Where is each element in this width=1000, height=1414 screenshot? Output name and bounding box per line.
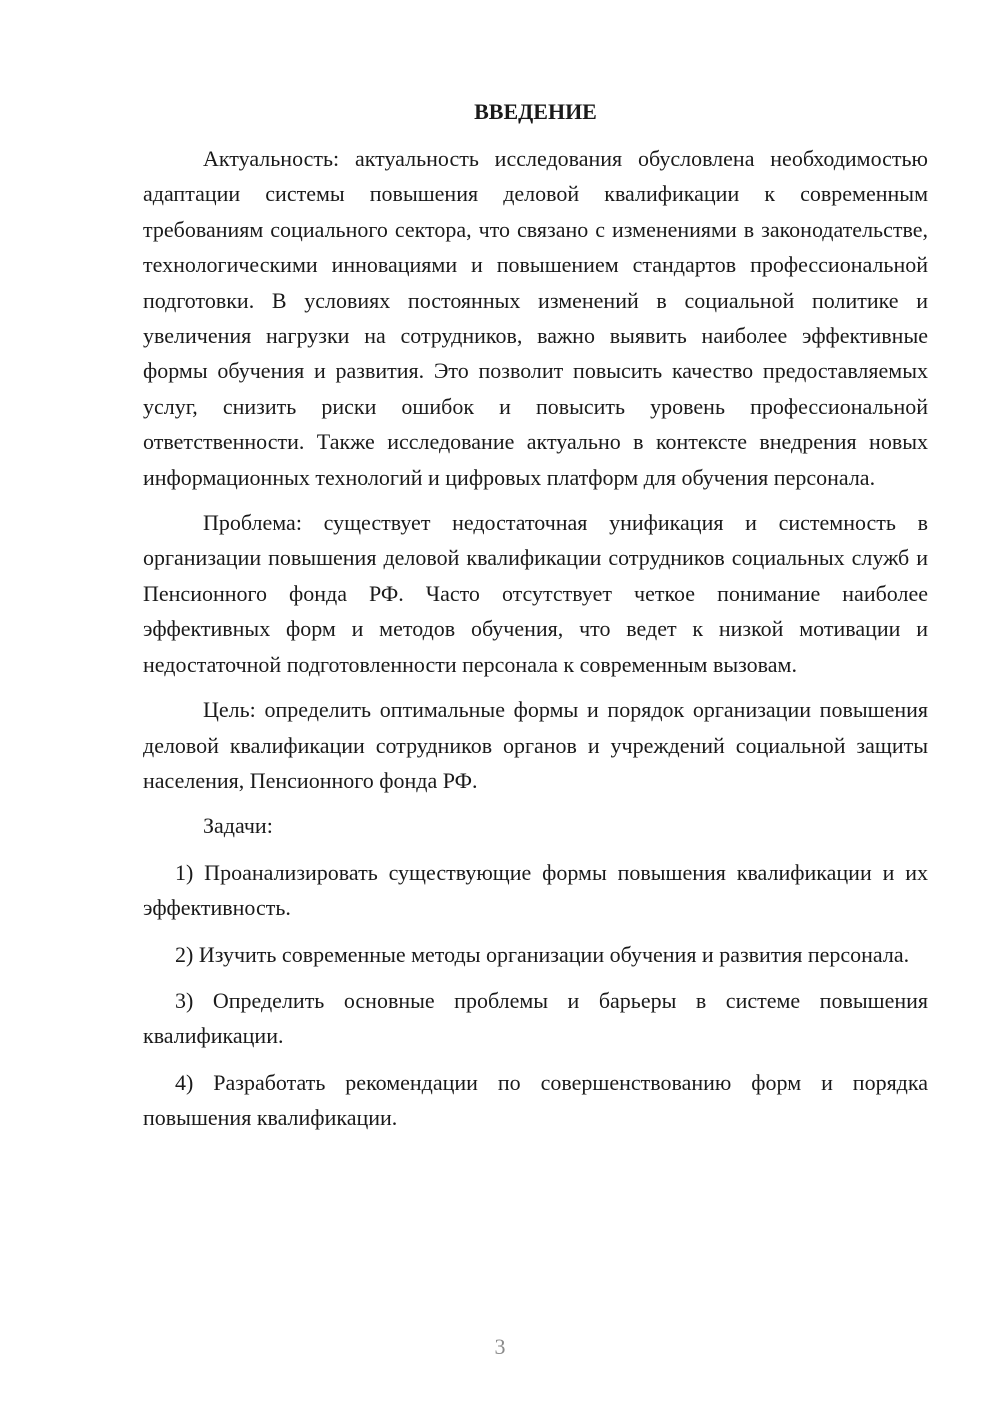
task-item-1: 1) Проанализировать существующие формы повышения квалификации и их эффективность. <box>143 859 928 921</box>
goal-paragraph: Цель: определить оптимальные формы и порядок организации повышения деловой квалификации сотрудников органов и учреждений социальной защиты населения, Пенсионного фонда РФ. <box>143 697 928 793</box>
task-item-3: 3) Определить основные проблемы и барьеры в системе повышения квалификации. <box>143 987 928 1049</box>
section-heading: ВВЕДЕНИЕ <box>474 99 597 124</box>
relevance-paragraph: Актуальность: актуальность исследования обусловлена необходимостью адаптации системы повышения деловой квалификации к современным требованиям социального сектора, что связано с изменениями в законодательстве, технологическими инновациями и повышением стандартов профессиональной подготовки. В условиях постоянных изменений в социальной политике и увеличения нагрузки на сотрудников, важно выявить наиболее эффективные формы обучения и развития. Это позволит повысить качество предоставляемых услуг, снизить риски ошибок и повысить уровень профессиональной ответственности. Также исследование актуально в контексте внедрения новых информационных технологий и цифровых платформ для обучения персонала. <box>143 146 928 490</box>
task-item-2: 2) Изучить современные методы организации обучения и развития персонала. <box>175 941 910 967</box>
tasks-label: Задачи: <box>203 813 273 839</box>
document-body <box>143 94 928 1136</box>
page-number: 3 <box>494 1334 506 1359</box>
task-item-4: 4) Разработать рекомендации по совершенствованию форм и порядка повышения квалификации. <box>143 1069 928 1131</box>
problem-paragraph: Проблема: существует недостаточная унификация и системность в организации повышения деловой квалификации сотрудников социальных служб и Пенсионного фонда РФ. Часто отсутствует четкое понимание наиболее эффективных форм и методов обучения, что ведет к низкой мотивации и недостаточной подготовленности персонала к современным вызовам. <box>143 510 928 677</box>
